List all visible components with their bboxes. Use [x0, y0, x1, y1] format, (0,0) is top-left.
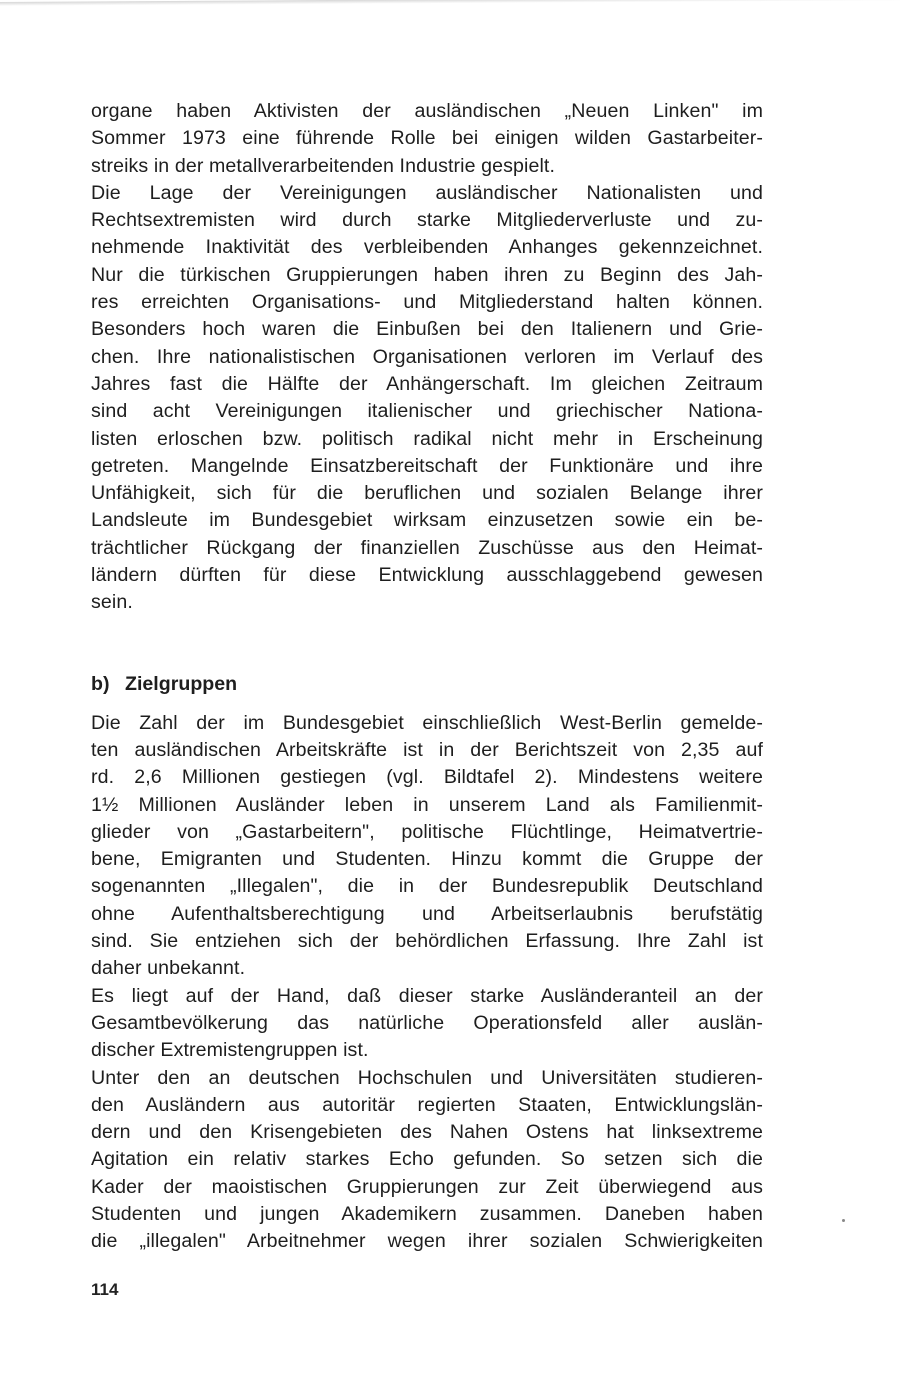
text-line: sogenannten „Illegalen", die in der Bundesrepublik Deutschland: [91, 875, 763, 898]
section-a-tail: [91, 98, 763, 617]
text-line: ohne Aufenthaltsberechtigung und Arbeitserlaubnis berufstätig: [91, 902, 763, 925]
text-line: nehmende Inaktivität des verbleibenden Anhanges gekennzeichnet.: [91, 236, 763, 259]
text-line: rd. 2,6 Millionen gestiegen (vgl. Bildtafel 2). Mindestens weitere: [91, 766, 763, 789]
text-line: Jahres fast die Hälfte der Anhängerschaft. Im gleichen Zeitraum: [91, 372, 763, 395]
text-line: Die Lage der Vereinigungen ausländischer Nationalisten und: [91, 181, 763, 204]
text-line: Gesamtbevölkerung das natürliche Operationsfeld aller auslän-: [91, 1011, 763, 1034]
text-line: Rechtsextremisten wird durch starke Mitgliederverluste und zu-: [91, 209, 763, 232]
document-page: [91, 98, 763, 1256]
text-line: res erreichten Organisations- und Mitgliederstand halten können.: [91, 291, 763, 314]
paragraph: [91, 710, 763, 983]
paragraph: [91, 98, 763, 180]
text-line: listen erloschen bzw. politisch radikal nicht mehr in Erscheinung: [91, 427, 763, 450]
section-b-body: [91, 710, 763, 1256]
text-line: ten ausländischen Arbeitskräfte ist in der Berichtszeit von 2,35 auf: [91, 738, 763, 761]
text-line: Es liegt auf der Hand, daß dieser starke Ausländeranteil an der: [91, 984, 763, 1007]
text-line: sind acht Vereinigungen italienischer und griechischer Nationa-: [91, 400, 763, 423]
section-b: [91, 671, 763, 1256]
text-line: getreten. Mangelnde Einsatzbereitschaft der Funktionäre und ihre: [91, 454, 763, 477]
paragraph: [91, 180, 763, 617]
text-line: Kader der maoistischen Gruppierungen zur Zeit überwiegend aus: [91, 1175, 763, 1198]
text-line: discher Extremistengruppen ist.: [91, 1039, 369, 1062]
text-line: ländern dürften für diese Entwicklung ausschlaggebend gewesen: [91, 564, 763, 587]
section-heading: [91, 671, 763, 698]
text-line: dern und den Krisengebieten des Nahen Ostens hat linksextreme: [91, 1121, 763, 1144]
text-line: Besonders hoch waren die Einbußen bei den Italienern und Grie-: [91, 318, 763, 341]
section-number: b): [91, 672, 110, 695]
text-line: sind. Sie entziehen sich der behördlichen Erfassung. Ihre Zahl ist: [91, 930, 763, 953]
text-line: sein.: [91, 591, 133, 614]
scan-page-edge: [0, 0, 900, 6]
text-line: chen. Ihre nationalistischen Organisationen verloren im Verlauf des: [91, 345, 763, 368]
text-line: Agitation ein relativ starkes Echo gefunden. So setzen sich die: [91, 1148, 763, 1171]
text-line: streiks in der metallverarbeitenden Industrie gespielt.: [91, 154, 556, 177]
text-line: organe haben Aktivisten der ausländischen „Neuen Linken" im: [91, 100, 763, 122]
paragraph: [91, 983, 763, 1065]
text-line: Unfähigkeit, sich für die beruflichen und sozialen Belange ihrer: [91, 482, 763, 505]
text-line: Studenten und jungen Akademikern zusammen. Daneben haben: [91, 1202, 763, 1225]
scan-speck: [842, 1219, 845, 1222]
text-line: die „illegalen" Arbeitnehmer wegen ihrer sozialen Schwierigkeiten: [91, 1230, 763, 1253]
section-gap: [91, 617, 763, 671]
text-line: glieder von „Gastarbeitern", politische Flüchtlinge, Heimatvertrie-: [91, 820, 763, 843]
text-line: daher unbekannt.: [91, 957, 246, 980]
text-line: 1½ Millionen Ausländer leben in unserem Land als Familienmit-: [91, 793, 763, 816]
text-line: Unter den an deutschen Hochschulen und Universitäten studieren-: [91, 1066, 763, 1089]
text-line: Sommer 1973 eine führende Rolle bei einigen wilden Gastarbeiter-: [91, 127, 763, 150]
text-line: den Ausländern aus autoritär regierten Staaten, Entwicklungslän-: [91, 1093, 763, 1116]
text-line: trächtlicher Rückgang der finanziellen Zuschüsse aus den Heimat-: [91, 536, 763, 559]
text-line: bene, Emigranten und Studenten. Hinzu kommt die Gruppe der: [91, 848, 763, 871]
paragraph: [91, 1065, 763, 1256]
text-line: Landsleute im Bundesgebiet wirksam einzusetzen sowie ein be-: [91, 509, 763, 532]
text-line: Die Zahl der im Bundesgebiet einschließlich West-Berlin gemelde-: [91, 711, 763, 734]
section-title: Zielgruppen: [125, 672, 238, 695]
page-number: 114: [91, 1280, 119, 1299]
text-line: Nur die türkischen Gruppierungen haben ihren zu Beginn des Jah-: [91, 263, 763, 286]
